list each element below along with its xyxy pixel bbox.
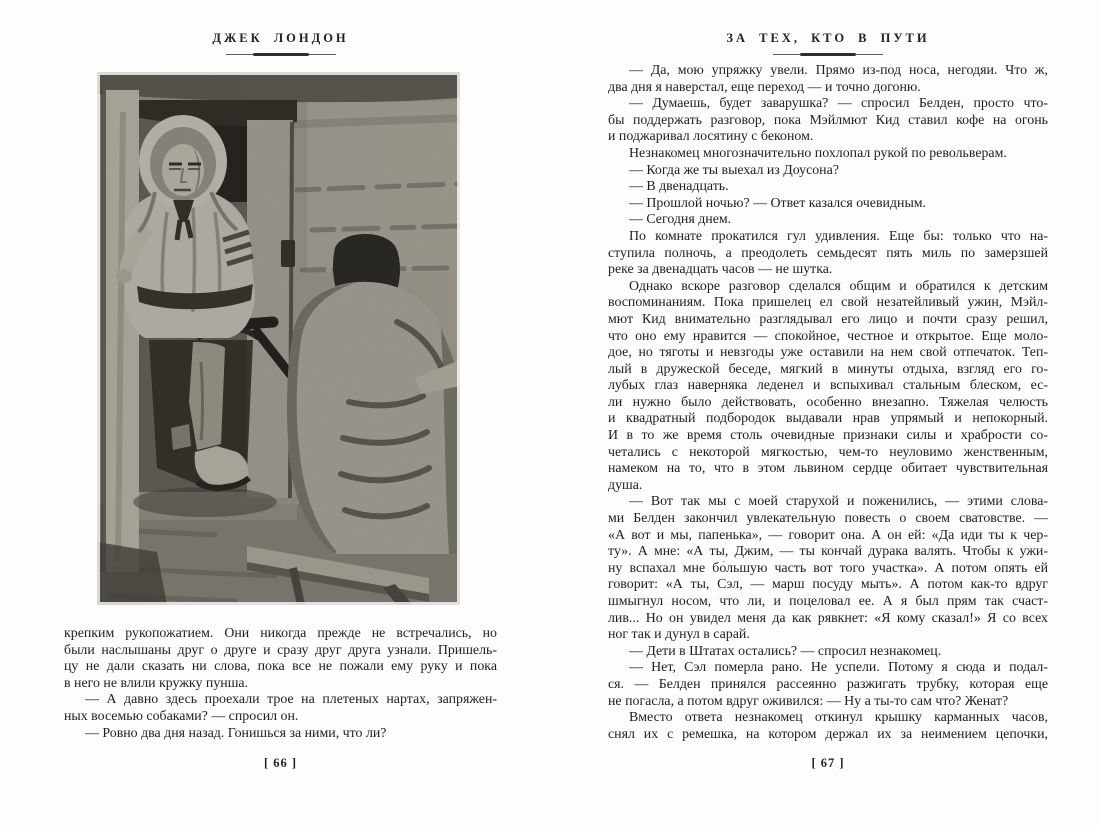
text-line: что оно ему нравится — спокойное, честное и открытое. Еще моло- (608, 328, 1048, 344)
header-rule (773, 53, 883, 56)
text-line: лив... Но он увидел меня да как рявкнет: «Я кому сказал!» Я со всех (608, 610, 1048, 626)
text-line: ли нужно было действовать, особенно внезапно. Тяжелая челюсть (608, 394, 1048, 410)
left-text-column (64, 626, 497, 742)
text-line: ту». А мне: «А ты, Джим, — ты кончай дурака валять. Чтобы к ужи- (608, 544, 1048, 560)
text-line: Однако вскоре разговор сделался общим и обратился к детским (629, 278, 1048, 294)
text-line: — Когда же ты выехал из Доусона? (629, 162, 839, 178)
text-line: крепким рукопожатием. Они никогда прежде не встречались, но (64, 626, 497, 641)
text-line: ног так и дунул в сарай. (608, 627, 750, 643)
right-page (608, 0, 1048, 825)
text-line: говорит: «А ты, Сэл, — марш посуду мыть». А потом как-то вдруг (608, 577, 1048, 593)
text-line: Вместо ответа незнакомец откинул крышку карманных часов, (629, 710, 1048, 726)
text-line: намеком на то, что в этом львином сердце обитает чувствительная (608, 461, 1048, 477)
text-line: Незнакомец многозначительно похлопал рукой по револьверам. (629, 145, 1007, 161)
book-illustration (97, 72, 460, 605)
rule-thick-center (800, 53, 856, 56)
text-line: По комнате прокатился гул удивления. Еще бы: только что на- (629, 228, 1048, 244)
header-rule (226, 53, 336, 56)
text-line: лый в дружеской беседе, мягкий в минуты отдыха, взгляд его го- (608, 361, 1048, 377)
left-page (64, 0, 497, 825)
text-line: — А давно здесь проехали трое на плетеных нартах, запряжен- (85, 692, 497, 708)
page-number-right: [ 67 ] (811, 756, 845, 770)
text-line: — Прошлой ночью? — Ответ казался очевидным. (629, 195, 927, 211)
text-line: — Думаешь, будет заварушка? — спросил Белден, просто что- (629, 96, 1048, 112)
text-line: цу не дали сказать ни слова, пока все не пожали ему руку и пока (64, 659, 497, 675)
text-line: и квадратный подбородок выдавали нрав упрямый и непокорный. (608, 411, 1048, 427)
text-line: четались с некоторой мягкостью, чем-то неуловимо женственным, (608, 444, 1048, 460)
text-line: ну вспахал мне бо́льшую часть вот того участка». А потом опять ей (608, 560, 1048, 576)
text-line: не погасла, а потом вдруг оживился: — Ну а ты-то сам что? Женат? (608, 693, 1009, 709)
text-line: лубых глаз наверняка леденел и вспыхивал стальным блеском, ес- (608, 378, 1048, 394)
text-line: были наслышаны друг о друге и сразу друг друга узнали. Пришель- (64, 642, 497, 658)
page-number-left: [ 66 ] (263, 756, 298, 770)
paint-grain-texture (97, 72, 460, 605)
text-line: мют Кид внимательно разглядывал его лицо и почти сразу решил, (608, 311, 1048, 327)
text-line: дое, но тяготы и невзгоды уже оставили на нем свой отпечаток. Теп- (608, 345, 1048, 361)
text-line: — Сегодня днем. (629, 212, 732, 228)
illustration-canvas (97, 72, 460, 605)
right-text-column (608, 63, 1048, 743)
text-line: ступила полночь, а преодолеть семьдесят пять миль по замерзшей (608, 245, 1048, 261)
text-line: ся. — Белден принялся рассеянно разжигать трубку, которая еще (608, 676, 1048, 692)
text-line: ных восемью собаками? — спросил он. (64, 708, 299, 724)
text-line: в него не влили кружку пунша. (64, 675, 249, 691)
text-line: — Нет, Сэл померла рано. Не успели. Потому я сюда и подал- (629, 660, 1048, 676)
text-line: — Дети в Штатах остались? — спросил незнакомец. (629, 643, 942, 659)
text-line: шмыгнул носом, что ли, и поцеловал ее. А я был прям так счаст- (608, 594, 1048, 609)
text-line: снял их с ремешка, на котором держал их за неимением цепочки, (608, 726, 1048, 742)
running-head-story-title: ЗА ТЕХ, КТО В ПУТИ (726, 31, 930, 45)
running-head-author: ДЖЕК ЛОНДОН (212, 31, 349, 45)
text-line: — В двенадцать. (629, 179, 729, 195)
text-line: ми Белден закончил увлекательную повесть о своем сватовстве. — (608, 511, 1048, 527)
text-line: реке за двенадцать часов — не шутка. (608, 262, 833, 278)
rule-thick-center (253, 53, 309, 56)
text-line: — Вот так мы с моей старухой и поженились, — этими слова- (629, 494, 1048, 510)
text-line: — Да, мою упряжку увели. Прямо из-под носа, негодяи. Что ж, (629, 63, 1048, 78)
text-line: два дня я наверстал, еще переход — и точно догоню. (608, 79, 921, 95)
text-line: «А вот и мы, папенька», — говорит она. А он ей: «Да иди ты к чер- (608, 527, 1048, 543)
text-line: и поджаривал лосятину с беконом. (608, 129, 814, 145)
text-line: бы поддержать разговор, пока Мэйлмют Кид ставил кофе на огонь (608, 112, 1048, 128)
text-line: И в то же время столь очевидные признаки силы и храбрости со- (608, 428, 1048, 444)
text-line: воспоминаниям. Пока пришелец ел свой незатейливый ужин, Мэйл- (608, 295, 1048, 311)
text-line: душа. (608, 477, 643, 493)
text-line: — Ровно два дня назад. Гонишься за ними, что ли? (85, 725, 387, 741)
